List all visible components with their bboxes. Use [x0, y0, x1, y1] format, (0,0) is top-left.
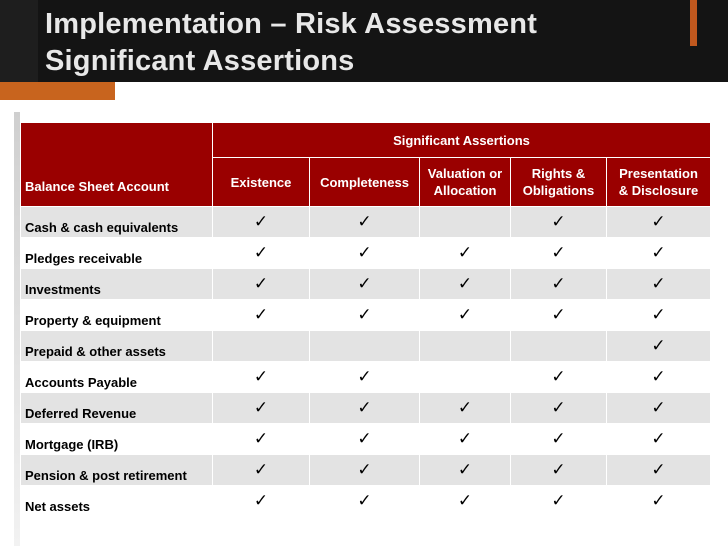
- account-name: Property & equipment: [21, 300, 213, 331]
- column-header-line-1: Existence: [230, 174, 292, 190]
- checkmark-icon: ✓: [213, 362, 310, 393]
- table-row: [21, 269, 711, 300]
- title-left-shade: [0, 0, 38, 82]
- account-name: Mortgage (IRB): [21, 424, 213, 455]
- checkmark-icon: ✓: [310, 393, 420, 424]
- checkmark-icon: ✓: [213, 238, 310, 269]
- empty-cell: [310, 331, 420, 362]
- checkmark-icon: ✓: [511, 455, 607, 486]
- account-header-label: Balance Sheet Account: [25, 179, 170, 194]
- checkmark-icon: ✓: [511, 300, 607, 331]
- account-header-cell: [21, 123, 213, 207]
- account-name: Net assets: [21, 486, 213, 517]
- column-header-line-2: & Disclosure: [618, 183, 699, 198]
- checkmark-icon: ✓: [213, 486, 310, 517]
- checkmark-icon: ✓: [511, 424, 607, 455]
- account-name: Pension & post retirement: [21, 455, 213, 486]
- column-header-line-1: Completeness: [320, 174, 409, 190]
- column-header-valuation: [420, 158, 511, 207]
- account-name: Investments: [21, 269, 213, 300]
- column-header-line-1: Rights &: [531, 166, 586, 181]
- table-row: [21, 331, 711, 362]
- empty-cell: [420, 331, 511, 362]
- table-row: [21, 455, 711, 486]
- checkmark-icon: ✓: [511, 393, 607, 424]
- checkmark-icon: ✓: [420, 238, 511, 269]
- checkmark-icon: ✓: [310, 362, 420, 393]
- table-row: [21, 300, 711, 331]
- account-name: Pledges receivable: [21, 238, 213, 269]
- slide-title: [45, 6, 537, 80]
- checkmark-icon: ✓: [607, 455, 711, 486]
- table-row: [21, 238, 711, 269]
- checkmark-icon: ✓: [310, 486, 420, 517]
- table-row: [21, 207, 711, 238]
- slide-title-line-1: Implementation – Risk Assessment: [45, 8, 538, 40]
- checkmark-icon: ✓: [213, 393, 310, 424]
- account-name: Prepaid & other assets: [21, 331, 213, 362]
- empty-cell: [420, 362, 511, 393]
- checkmark-icon: ✓: [420, 300, 511, 331]
- checkmark-icon: ✓: [310, 238, 420, 269]
- checkmark-icon: ✓: [213, 300, 310, 331]
- table-row: [21, 393, 711, 424]
- checkmark-icon: ✓: [213, 424, 310, 455]
- checkmark-icon: ✓: [607, 362, 711, 393]
- checkmark-icon: ✓: [213, 207, 310, 238]
- checkmark-icon: ✓: [310, 207, 420, 238]
- checkmark-icon: ✓: [511, 269, 607, 300]
- checkmark-icon: ✓: [420, 424, 511, 455]
- checkmark-icon: ✓: [310, 269, 420, 300]
- checkmark-icon: ✓: [511, 238, 607, 269]
- checkmark-icon: ✓: [607, 238, 711, 269]
- column-header-line-2: Allocation: [433, 183, 497, 198]
- orange-accent-strip: [0, 82, 115, 100]
- checkmark-icon: ✓: [607, 486, 711, 517]
- checkmark-icon: ✓: [310, 424, 420, 455]
- header-row-super: [21, 123, 711, 158]
- checkmark-icon: ✓: [420, 455, 511, 486]
- column-header-line-1: Valuation or: [427, 166, 503, 181]
- checkmark-icon: ✓: [213, 269, 310, 300]
- checkmark-icon: ✓: [420, 486, 511, 517]
- checkmark-icon: ✓: [310, 455, 420, 486]
- checkmark-icon: ✓: [607, 331, 711, 362]
- checkmark-icon: ✓: [511, 207, 607, 238]
- column-header-line-2: Obligations: [522, 183, 595, 198]
- title-bar: [0, 0, 728, 82]
- column-header-existence: [213, 158, 310, 207]
- account-name: Cash & cash equivalents: [21, 207, 213, 238]
- column-header-completeness: [310, 158, 420, 207]
- column-header-presentation: [607, 158, 711, 207]
- checkmark-icon: ✓: [213, 455, 310, 486]
- checkmark-icon: ✓: [310, 300, 420, 331]
- column-header-rights: [511, 158, 607, 207]
- checkmark-icon: ✓: [607, 300, 711, 331]
- empty-cell: [511, 331, 607, 362]
- account-name: Accounts Payable: [21, 362, 213, 393]
- checkmark-icon: ✓: [607, 207, 711, 238]
- checkmark-icon: ✓: [511, 486, 607, 517]
- checkmark-icon: ✓: [420, 393, 511, 424]
- account-name: Deferred Revenue: [21, 393, 213, 424]
- checkmark-icon: ✓: [511, 362, 607, 393]
- checkmark-icon: ✓: [607, 424, 711, 455]
- column-header-line-1: Presentation: [619, 166, 698, 181]
- slide-title-line-2: Significant Assertions: [45, 45, 355, 77]
- empty-cell: [213, 331, 310, 362]
- significant-assertions-header: Significant Assertions: [213, 123, 711, 158]
- assertions-table: [20, 122, 711, 517]
- checkmark-icon: ✓: [420, 269, 511, 300]
- checkmark-icon: ✓: [607, 393, 711, 424]
- table-row: [21, 362, 711, 393]
- accent-bar: [690, 0, 697, 46]
- empty-cell: [420, 207, 511, 238]
- table-row: [21, 424, 711, 455]
- table-row: [21, 486, 711, 517]
- checkmark-icon: ✓: [607, 269, 711, 300]
